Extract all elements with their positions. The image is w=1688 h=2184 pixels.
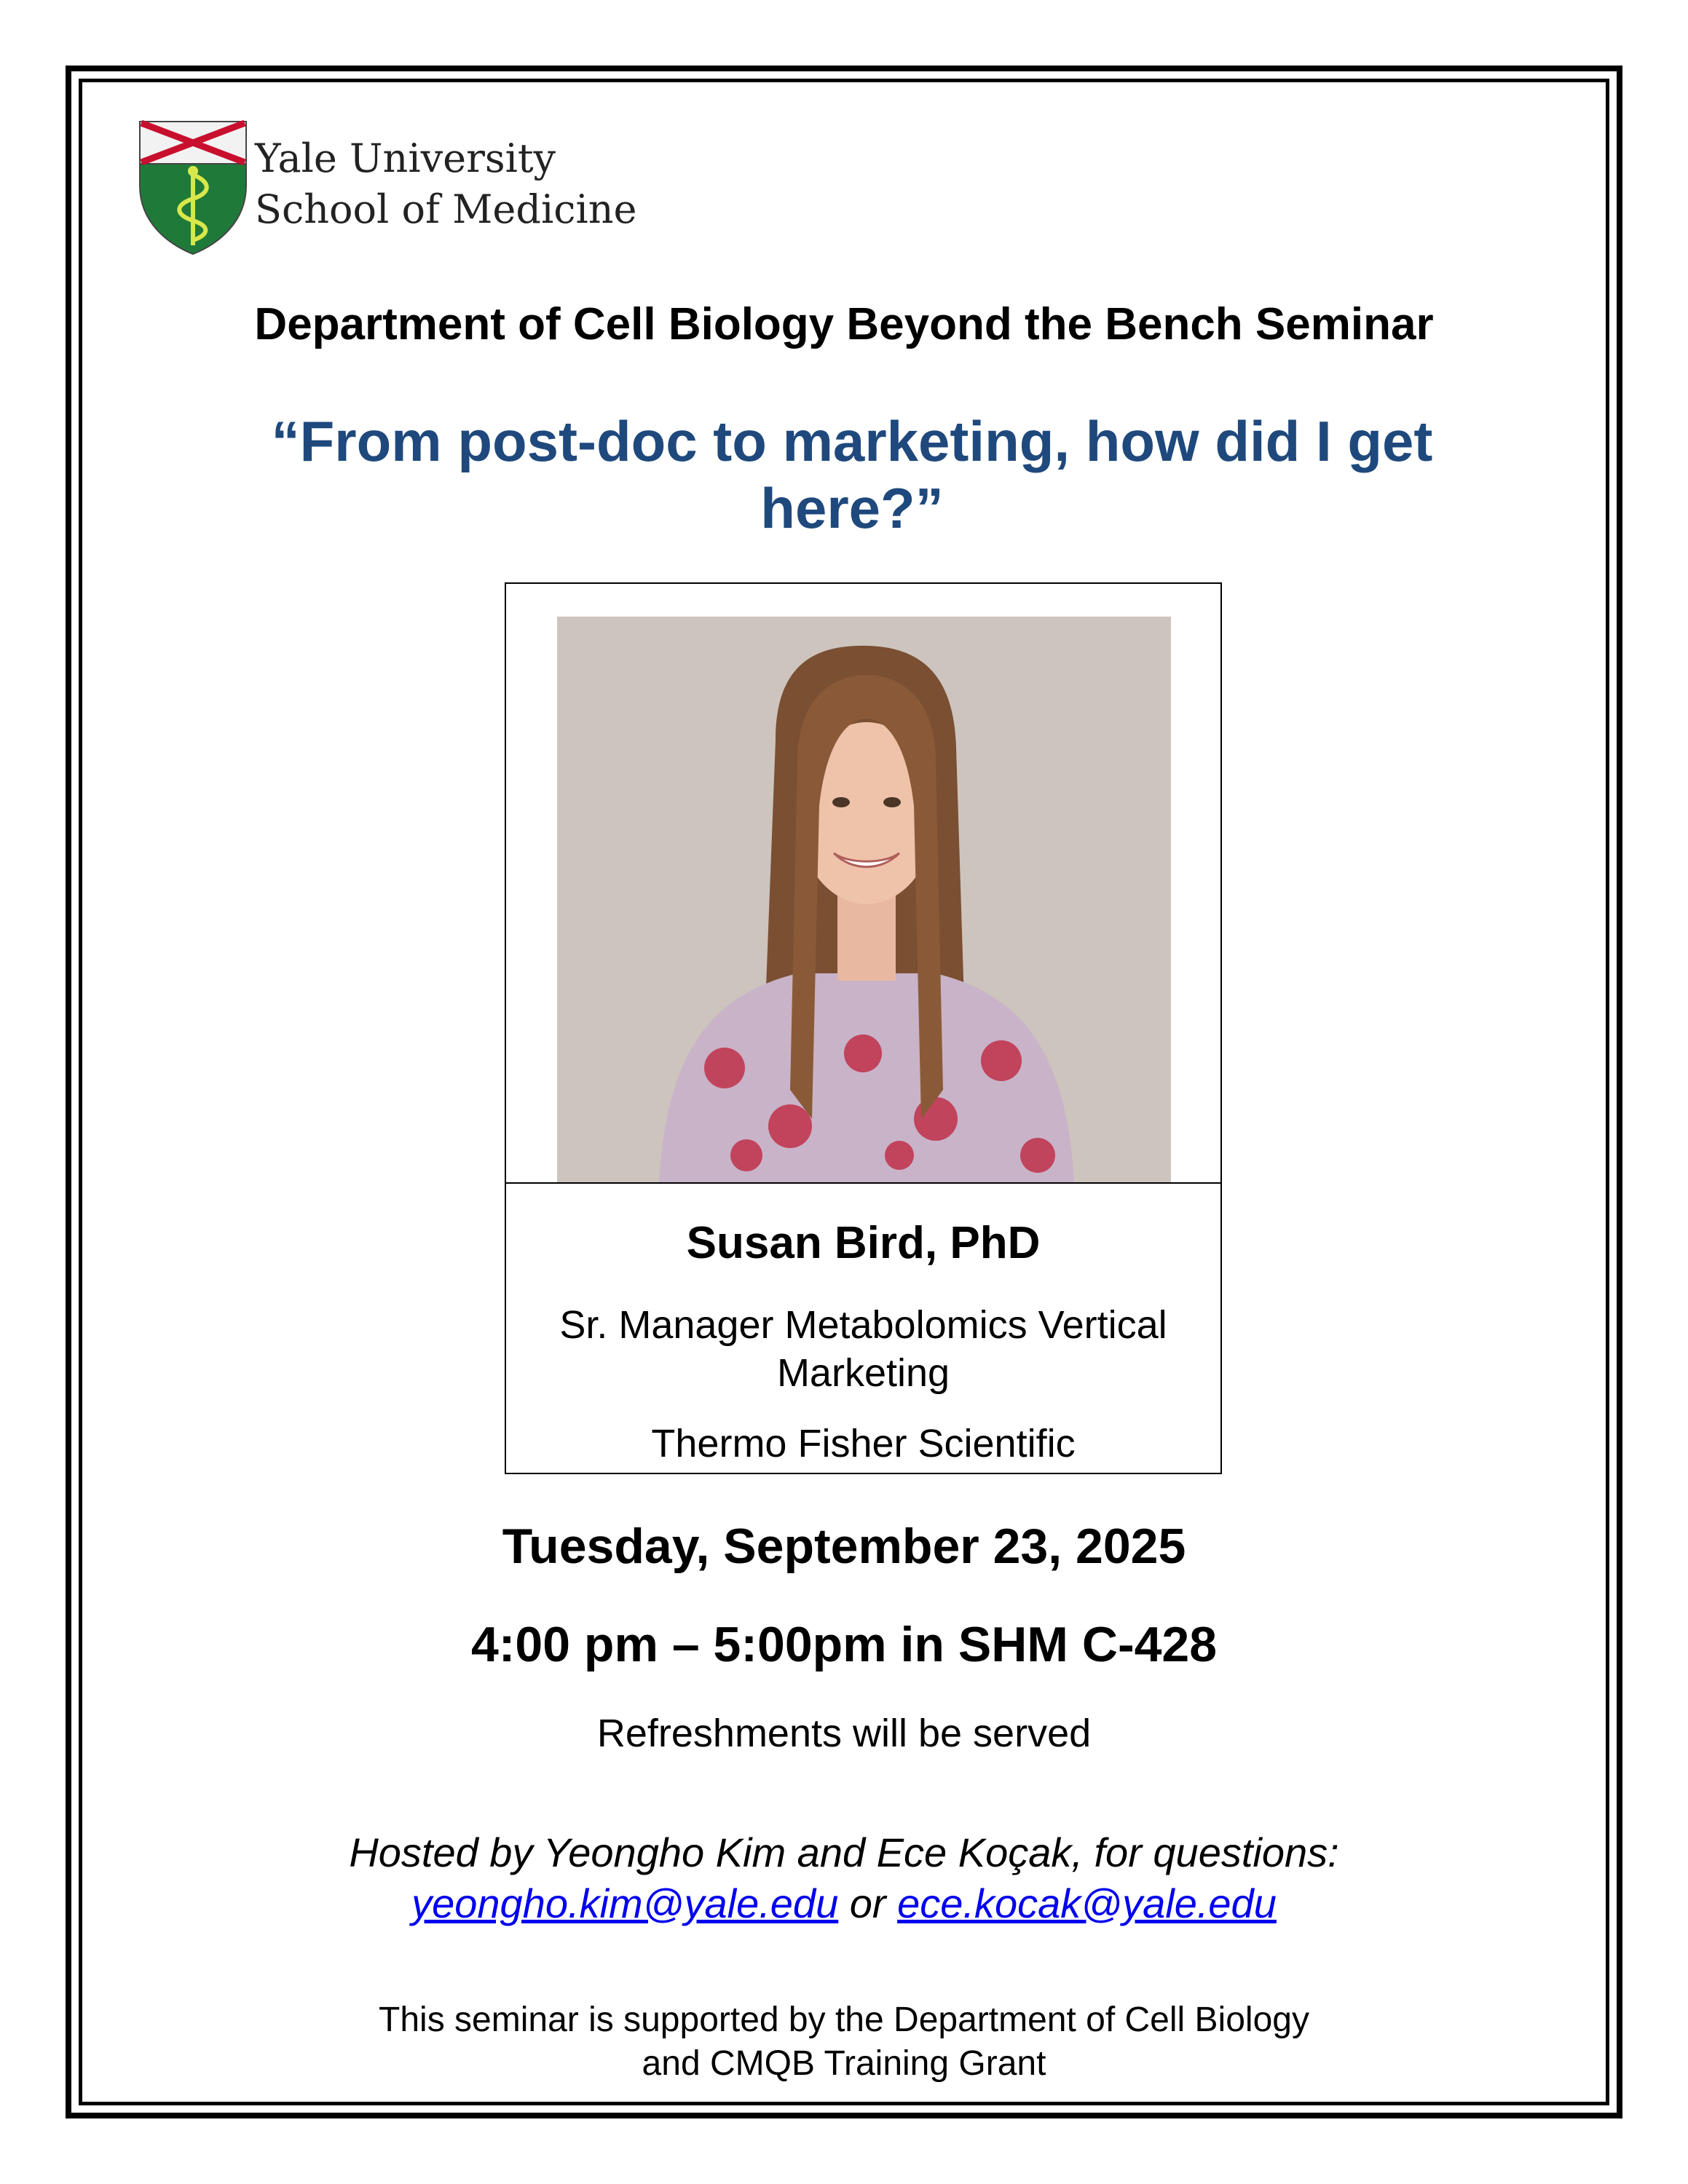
logo-line-school: School of Medicine [255,186,637,232]
event-date: Tuesday, September 23, 2025 [502,1519,1186,1574]
talk-title: “From post-doc to marketing, how did I get here?” [271,409,1433,540]
support-line-1: This seminar is supported by the Department of Cell Biology [379,2001,1309,2039]
support-line-2: and CMQB Training Grant [642,2044,1046,2083]
speaker-photo [557,617,1171,1182]
speaker-portrait-illustration [557,617,1171,1182]
department-heading: Department of Cell Biology Beyond the Bench Seminar [254,299,1434,349]
support-note [0,1998,1688,2086]
speaker-name: Susan Bird, PhD [686,1218,1041,1268]
event-time-location: 4:00 pm – 5:00pm in SHM C-428 [470,1617,1218,1672]
logo-wordmark [255,133,636,235]
yale-medicine-logo [138,120,677,258]
hosts-intro: Hosted by Yeongho Kim and Ece Koçak, for questions: [349,1829,1339,1875]
email-link-yeongho[interactable]: yeongho.kim@yale.edu [411,1880,839,1926]
hosts-block [0,1827,1688,1929]
refreshments-note: Refreshments will be served [596,1712,1092,1755]
card-divider [506,1182,1220,1184]
hosts-emails [0,1878,1688,1929]
logo-line-university: Yale University [255,135,556,181]
shield-icon [138,120,248,256]
email-link-ece[interactable]: ece.kocak@yale.edu [897,1880,1277,1926]
email-separator: or [849,1880,886,1926]
speaker-organization: Thermo Fisher Scientific [651,1422,1076,1465]
speaker-title: Sr. Manager Metabolomics Vertical Marketing [559,1303,1167,1395]
speaker-card [505,582,1222,1474]
